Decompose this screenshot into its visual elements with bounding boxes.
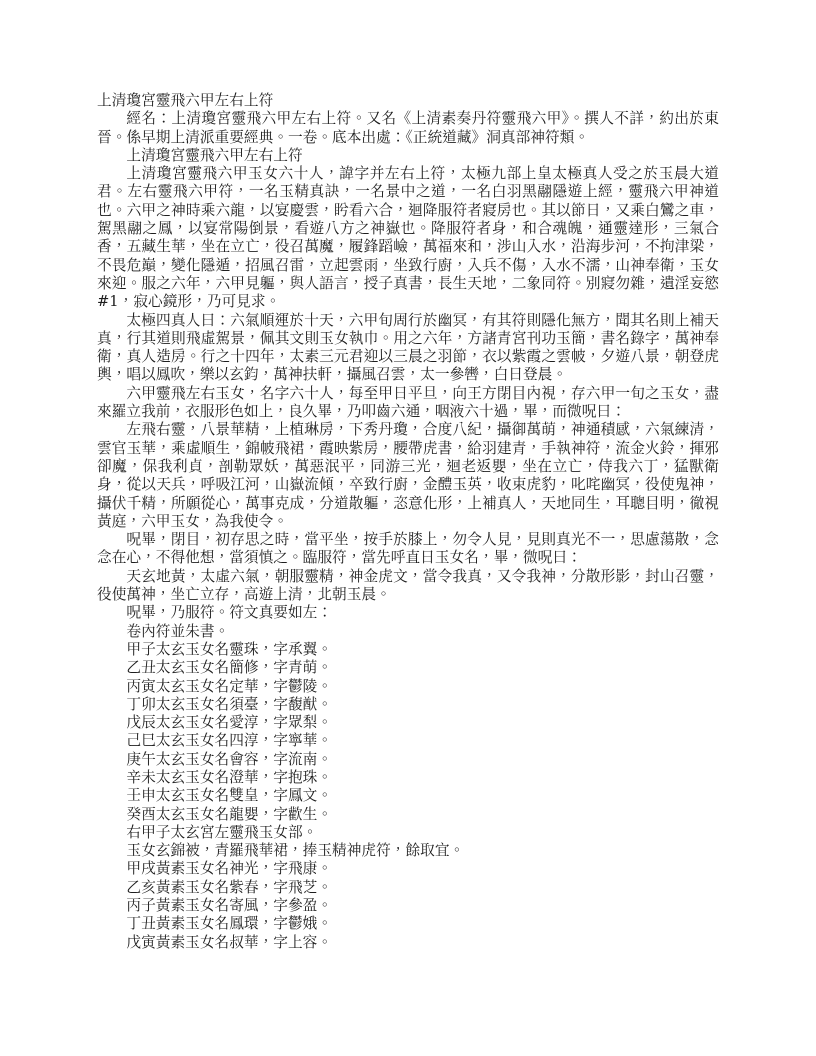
paragraph: 戊寅黃素玉女名叔華，字上容。 xyxy=(126,933,333,951)
paragraph: 丁卯太玄玉女名須臺，字馥猷。 xyxy=(126,695,333,713)
paragraph: 上清瓊宮靈飛六甲玉女六十人，諱字并左右上符，太極九部上皇太極真人受之於玉晨大道君。左右靈飛六甲符，一名玉精真訣，一名景中之道，一名白羽黑翮隱遊上經，靈飛六甲神道也。六甲之神時乘六龍，以宴慶雲，盻看六合，迴降服符者寢房也。其以節日，又乘白鸞之車，駕黑翮之鳳，以宴常陽倒景，看遊八方之神嶽也。降服符者身，和合魂魄，通靈達形，三氣合香，五藏生華，坐在立亡，役召萬魔，履鋒蹈嶮，萬福來和，涉山入水，沿海步河，不拘津梁，不畏危巔，變化隱遁，招風召雷，立起雲雨，坐致行廚，入兵不傷，入水不濡，山神奉衛，玉女來迎。服之六年，六甲見軀，與人語言，授子真書，長生天地，二象同符。別寢勿雜，遺淫妄慾#1，寂心鏡形，乃可見求。 xyxy=(97,165,719,311)
paragraph: 卷內符並朱書。 xyxy=(126,622,230,640)
paragraph: 癸酉太玄玉女名龍嬰，字歡生。 xyxy=(126,805,333,823)
paragraph: 六甲靈飛左右玉女，名字六十人，每至甲日平旦，向王方閉目內視，存六甲一旬之玉女，盡來羅立我前，衣服形色如上，良久畢，乃叩齒六通，咽液六十過，畢，而微呪曰： xyxy=(97,384,719,421)
paragraph: 庚午太玄玉女名會容，字流南。 xyxy=(126,750,333,768)
paragraph: 左飛右靈，八景華精，上植琳房，下秀丹瓊，合度八紀，攝御萬萌，神通積感，六氣練清，雲官玉華，乘虛順生，錦帔飛裙，霞映紫房，腰帶虎書，給羽建青，手執神符，流金火鈴，揮邪卻魔，保我利貞，剖勒眾妖，萬惡泯平，同游三光，迴老返嬰，坐在立亡，侍我六丁，猛獸衛身，從以天兵，呼吸江河，山嶽流傾，卒致行廚，金醴玉英，收束虎豹，叱咤幽冥，役使鬼神，攝伏千精，所願從心，萬事克成，分道散軀，恣意化形，上補真人，天地同生，耳聰目明，徹視黃庭，六甲玉女，為我使令。 xyxy=(97,421,719,530)
paragraph: 天玄地黃，太虛六氣，朝服靈精，神金虎文，當令我真，又令我神，分散形影，封山召靈，役使萬神，坐亡立存，高遊上清，北朝玉晨。 xyxy=(97,567,719,604)
paragraph: 辛未太玄玉女名澄華，字抱珠。 xyxy=(126,768,333,786)
paragraph: 甲子太玄玉女名靈珠，字承翼。 xyxy=(126,640,333,658)
paragraph: 上清瓊宮靈飛六甲左右上符 xyxy=(126,146,303,164)
paragraph: 玉女玄錦被，青羅飛華裙，捧玉精神虎符，餘取宜。 xyxy=(126,842,465,860)
paragraph: 丙子黃素玉女名寄風，字參盈。 xyxy=(126,897,333,915)
paragraph: 甲戌黃素玉女名神光，字飛康。 xyxy=(126,860,333,878)
paragraph: 呪畢，乃服符。符文真要如左： xyxy=(126,604,333,622)
paragraph: 壬申太玄玉女名雙皇，字鳳文。 xyxy=(126,787,333,805)
paragraph: 乙亥黃素玉女名紫春，字飛芝。 xyxy=(126,878,333,896)
document-title: 上清瓊宮靈飛六甲左右上符 xyxy=(97,92,274,109)
paragraph: 戊辰太玄玉女名愛淳，字眾梨。 xyxy=(126,714,333,732)
paragraph: 呪畢，閉目，初存思之時，當平坐，按手於膝上，勿令人見，見則真光不一，思慮蕩散，念念在心，不得他想，當須慎之。臨服符，當先呼直日玉女名，畢，微呪曰： xyxy=(97,531,719,567)
paragraph: 丁丑黃素玉女名鳳環，字鬱娥。 xyxy=(126,915,333,933)
paragraph: 右甲子太玄宮左靈飛玉女部。 xyxy=(126,823,318,841)
paragraph: 丙寅太玄玉女名定華，字鬱陵。 xyxy=(126,677,333,695)
paragraph: 經名：上清瓊宮靈飛六甲左右上符。又名《上清素奏丹符靈飛六甲》。撰人不詳，約出於東晉。係早期上清派重要經典。一卷。底本出處：《正統道藏》洞真部神符類。 xyxy=(97,110,719,146)
paragraph: 太極四真人曰：六氣順運於十天，六甲旬周行於幽冥，有其符則隱化無方，聞其名則上補天真，行其道則飛虛駕景，佩其文則玉女執巾。用之六年，方諸青宮刊功玉簡，書名錄字，萬神奉衛，真人造房。行之十四年，太素三元君迎以三晨之羽節，衣以紫霞之雲帔，夕遊八景，朝登虎輿，唱以鳳吹，樂以玄鈞，萬神扶軒，攝風召雲，太一參轡，白日登晨。 xyxy=(97,311,719,384)
paragraph: 己巳太玄玉女名四淳，字寧華。 xyxy=(126,732,333,750)
document-body xyxy=(97,92,719,952)
paragraph: 乙丑太玄玉女名簡修，字青萌。 xyxy=(126,659,333,677)
